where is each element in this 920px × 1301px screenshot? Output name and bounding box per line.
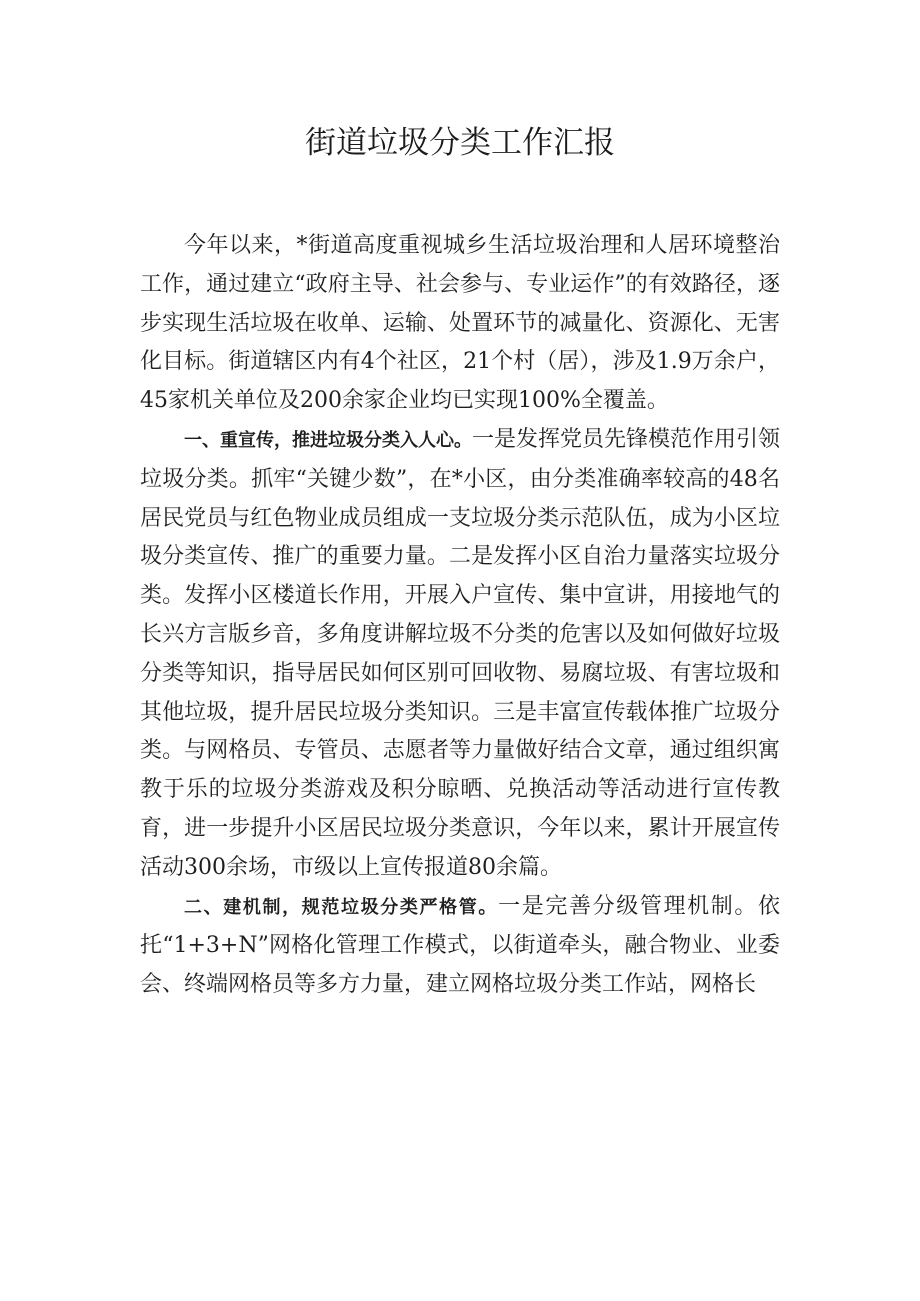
paragraph-text: 一是发挥党员先锋模范作用引领垃圾分类。抓牢“关键少数”，在*小区，由分类准确率较高的48名居民党员与红色物业成员组成一支垃圾分类示范队伍，成为小区垃圾分类宣传、推广的重要力量。二是发挥小区自治力量落实垃圾分类。发挥小区楼道长作用，开展入户宣传、集中宣讲，用接地气的长兴方言版乡音，多角度讲解垃圾不分类的危害以及如何做好垃圾分类等知识，指导居民如何区别可回收物、易腐垃圾、有害垃圾和其他垃圾，提升居民垃圾分类知识。三是丰富宣传载体推广垃圾分类。与网格员、专管员、志愿者等力量做好结合文章，通过组织寓教于乐的垃圾分类游戏及积分晾晒、兑换活动等活动进行宣传教育，进一步提升小区居民垃圾分类意识，今年以来，累计开展宣传活动300余场，市级以上宣传报道80余篇。 [140,426,781,880]
paragraph-intro [140,227,780,421]
paragraph-mechanism [140,888,780,1005]
section-heading: 一、重宣传，推进垃圾分类入人心。 [184,429,472,451]
section-heading: 二、建机制，规范垃圾分类严格管。 [184,896,499,918]
paragraph-text: 今年以来，*街道高度重视城乡生活垃圾治理和人居环境整治工作，通过建立“政府主导、社会参与、专业运作”的有效路径，逐步实现生活垃圾在收单、运输、处置环节的减量化、资源化、无害化目标。街道辖区内有4个社区，21个村（居），涉及1.9万余户，45家机关单位及200余家企业均已实现100%全覆盖。 [140,233,780,414]
document-title: 街道垃圾分类工作汇报 [305,125,615,161]
paragraph-publicity [140,421,780,888]
document-body [140,227,780,1005]
paragraph-text: 一是完善分级管理机制。依托“1+3+N”网格化管理工作模式，以街道牵头，融合物业、业委会、终端网格员等多方力量，建立网格垃圾分类工作站，网格长 [140,893,780,998]
